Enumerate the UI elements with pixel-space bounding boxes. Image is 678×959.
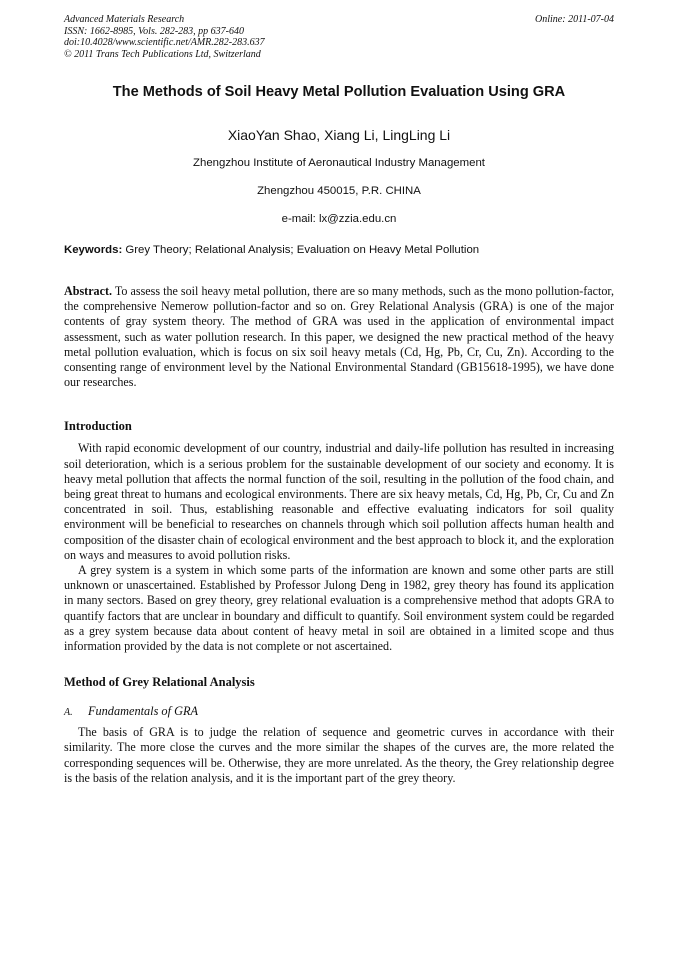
intro-paragraph-2: A grey system is a system in which some parts of the information are known and some other parts are still unknown or unascertained. Established by Professor Julong Deng in 1982, grey theory has found its application in many sectors. Based on grey theory, grey relational evaluation is a comprehensive method that adopts GRA to quantify factors that are unclear in boundary and difficult to quantify. Soil environment system could be regarded as a grey system because data about content of heavy metal in soil are obtained in a limited scope and thus information provided by the data is not complete or not ascertained. [64,563,614,654]
online-date: Online: 2011-07-04 [535,14,614,25]
abstract-text: To assess the soil heavy metal pollution, there are so many methods, such as the mono pollution-factor, the comprehensive Nemerow pollution-factor and so on. Grey Relational Analysis (GRA) is one of the major contents of gray system theory. The method of GRA was used in the application of environmental impact assessment, such as water pollution research. In this paper, we designed the new practical method of the heavy metal pollution evaluation, which is focus on six soil heavy metals (Cd, Hg, Pb, Cr, Cu, Zn). According to the consenting range of environment level by the National Environmental Standard (GB15618-1995), we have done our researches. [64,284,614,390]
section-heading-introduction: Introduction [64,419,132,434]
copyright-line: © 2011 Trans Tech Publications Ltd, Switzerland [64,48,261,60]
keywords-label: Keywords: [64,244,123,256]
affiliation-address: Zhengzhou 450015, P.R. CHINA [257,185,421,197]
doi-line: doi:10.4028/www.scientific.net/AMR.282-283.637 [64,37,265,48]
subsection-title: Fundamentals of GRA [88,704,198,719]
intro-paragraph-1: With rapid economic development of our country, industrial and daily-life pollution has resulted in increasing soil deterioration, which is a serious problem for the sustainable development of our society and economy. It is heavy metal pollution that affects the normal function of the soil, resulting in the pollution of the food chain, and being great threat to humans and ecological environments. There are six heavy metals, Cd, Hg, Pb, Cr, Cu and Zn concentrated in soil. Thus, establishing reasonable and effective evaluating indicators for soil quality environment will be beneficial to researches on channels through which soil pollution affects human health and composition of the disaster chain of ecological environment and the best approach to block it, and the exploration on ways and measures to avoid pollution risks. [64,441,614,562]
author-list: XiaoYan Shao, Xiang Li, LingLing Li [227,127,451,143]
affiliation-email: e-mail: lx@zzia.edu.cn [281,213,397,225]
section-heading-method: Method of Grey Relational Analysis [64,675,255,690]
paper-title: The Methods of Soil Heavy Metal Pollution Evaluation Using GRA [112,84,566,100]
publication-header [64,14,614,60]
abstract-label: Abstract. [64,284,113,298]
paper-page [64,14,614,786]
subsection-heading [64,704,614,719]
abstract [64,284,614,390]
subsection-letter: A. [64,707,73,719]
keywords [64,244,614,256]
issn-line: ISSN: 1662-8985, Vols. 282-283, pp 637-640 [64,25,244,37]
affiliation-institute: Zhengzhou Institute of Aeronautical Industry Management [193,157,485,169]
method-paragraph-1: The basis of GRA is to judge the relation of sequence and geometric curves in accordance with their similarity. The more close the curves and the more similar the shapes of the curves are, the more related the corresponding sequences will be. Otherwise, they are more unrelated. As the theory, the Grey relationship degree is the basis of the relation analysis, and it is the important part of the grey theory. [64,725,614,785]
keywords-text: Grey Theory; Relational Analysis; Evaluation on Heavy Metal Pollution [122,244,480,256]
journal-name: Advanced Materials Research [64,14,185,25]
